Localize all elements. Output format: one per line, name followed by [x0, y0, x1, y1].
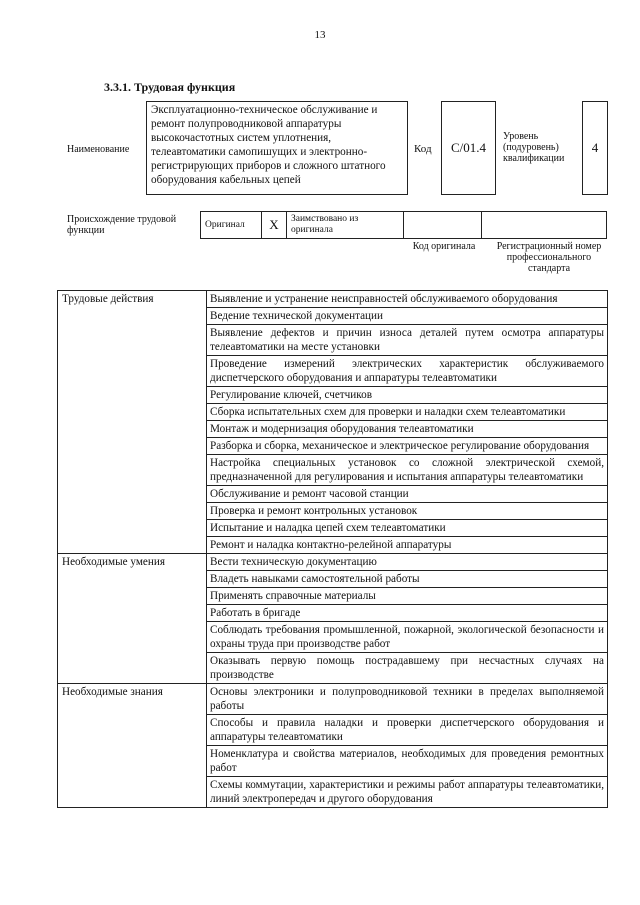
- item-cell: Настройка специальных установок со сложной электрической схемой, предназначенной для регулирования и испытания аппаратуры телеавтоматики: [207, 455, 608, 486]
- item-cell: Выявление дефектов и причин износа деталей путем осмотра аппаратуры телеавтоматики на месте установки: [207, 325, 608, 356]
- item-cell: Проведение измерений электрических характеристик обслуживаемого диспетчерского оборудования и аппаратуры телеавтоматики: [207, 356, 608, 387]
- original-mark: X: [262, 212, 287, 239]
- table-row: [58, 684, 608, 715]
- level-label: Уровень (подуровень) квалификации: [503, 131, 565, 164]
- origin-table: [200, 211, 607, 239]
- item-cell: Применять справочные материалы: [207, 588, 608, 605]
- item-cell: Схемы коммутации, характеристики и режимы работ аппаратуры телеавтоматики, линий электропередач и другого оборудования: [207, 777, 608, 808]
- item-cell: Основы электроники и полупроводниковой техники в пределах выполняемой работы: [207, 684, 608, 715]
- function-name-value: Эксплуатационно-техническое обслуживание и ремонт полупроводниковой аппаратуры высокочастотных систем уплотнения, телеавтоматики самопишущих и электронно-регистрирующих приборов и сложного штатного оборудования кабельных цепей: [151, 104, 386, 186]
- code-box: [441, 101, 496, 195]
- code-label: Код: [414, 143, 432, 155]
- item-cell: Вести техническую документацию: [207, 554, 608, 571]
- item-cell: Способы и правила наладки и проверки диспетчерского оборудования и аппаратуры телеавтоматики: [207, 715, 608, 746]
- item-cell: Монтаж и модернизация оборудования телеавтоматики: [207, 421, 608, 438]
- table-row: [58, 291, 608, 308]
- reg-number-label: Регистрационный номер профессионального стандарта: [496, 241, 602, 274]
- page-number: 13: [314, 29, 326, 41]
- item-cell: Ремонт и наладка контактно-релейной аппаратуры: [207, 537, 608, 554]
- item-cell: Проверка и ремонт контрольных установок: [207, 503, 608, 520]
- item-cell: Испытание и наладка цепей схем телеавтоматики: [207, 520, 608, 537]
- code-original-cell: [404, 212, 482, 239]
- borrowed-label: Заимствовано из оригинала: [287, 212, 404, 239]
- item-cell: Сборка испытательных схем для проверки и наладки схем телеавтоматики: [207, 404, 608, 421]
- code-original-label: Код оригинала: [412, 241, 476, 252]
- item-cell: Разборка и сборка, механическое и электрическое регулирование оборудования: [207, 438, 608, 455]
- item-cell: Владеть навыками самостоятельной работы: [207, 571, 608, 588]
- item-cell: Работать в бригаде: [207, 605, 608, 622]
- reg-number-cell: [482, 212, 607, 239]
- level-value: 4: [591, 140, 599, 155]
- level-box: [582, 101, 608, 195]
- item-cell: Соблюдать требования промышленной, пожарной, экологической безопасности и охраны труда при производстве работ: [207, 622, 608, 653]
- item-cell: Оказывать первую помощь пострадавшему при несчастных случаях на производстве: [207, 653, 608, 684]
- table-row: [58, 554, 608, 571]
- code-value: C/01.4: [450, 140, 487, 155]
- item-cell: Регулирование ключей, счетчиков: [207, 387, 608, 404]
- name-label: Наименование: [67, 144, 130, 155]
- function-name-box: [146, 101, 408, 195]
- category-cell: Необходимые умения: [58, 554, 207, 684]
- item-cell: Обслуживание и ремонт часовой станции: [207, 486, 608, 503]
- original-label: Оригинал: [201, 212, 262, 239]
- origin-label: Происхождение трудовой функции: [67, 214, 177, 236]
- item-cell: Выявление и устранение неисправностей обслуживаемого оборудования: [207, 291, 608, 308]
- category-cell: Трудовые действия: [58, 291, 207, 554]
- competency-table: [57, 290, 608, 808]
- section-title: 3.3.1. Трудовая функция: [104, 80, 236, 94]
- item-cell: Номенклатура и свойства материалов, необходимых для проведения ремонтных работ: [207, 746, 608, 777]
- item-cell: Ведение технической документации: [207, 308, 608, 325]
- category-cell: Необходимые знания: [58, 684, 207, 808]
